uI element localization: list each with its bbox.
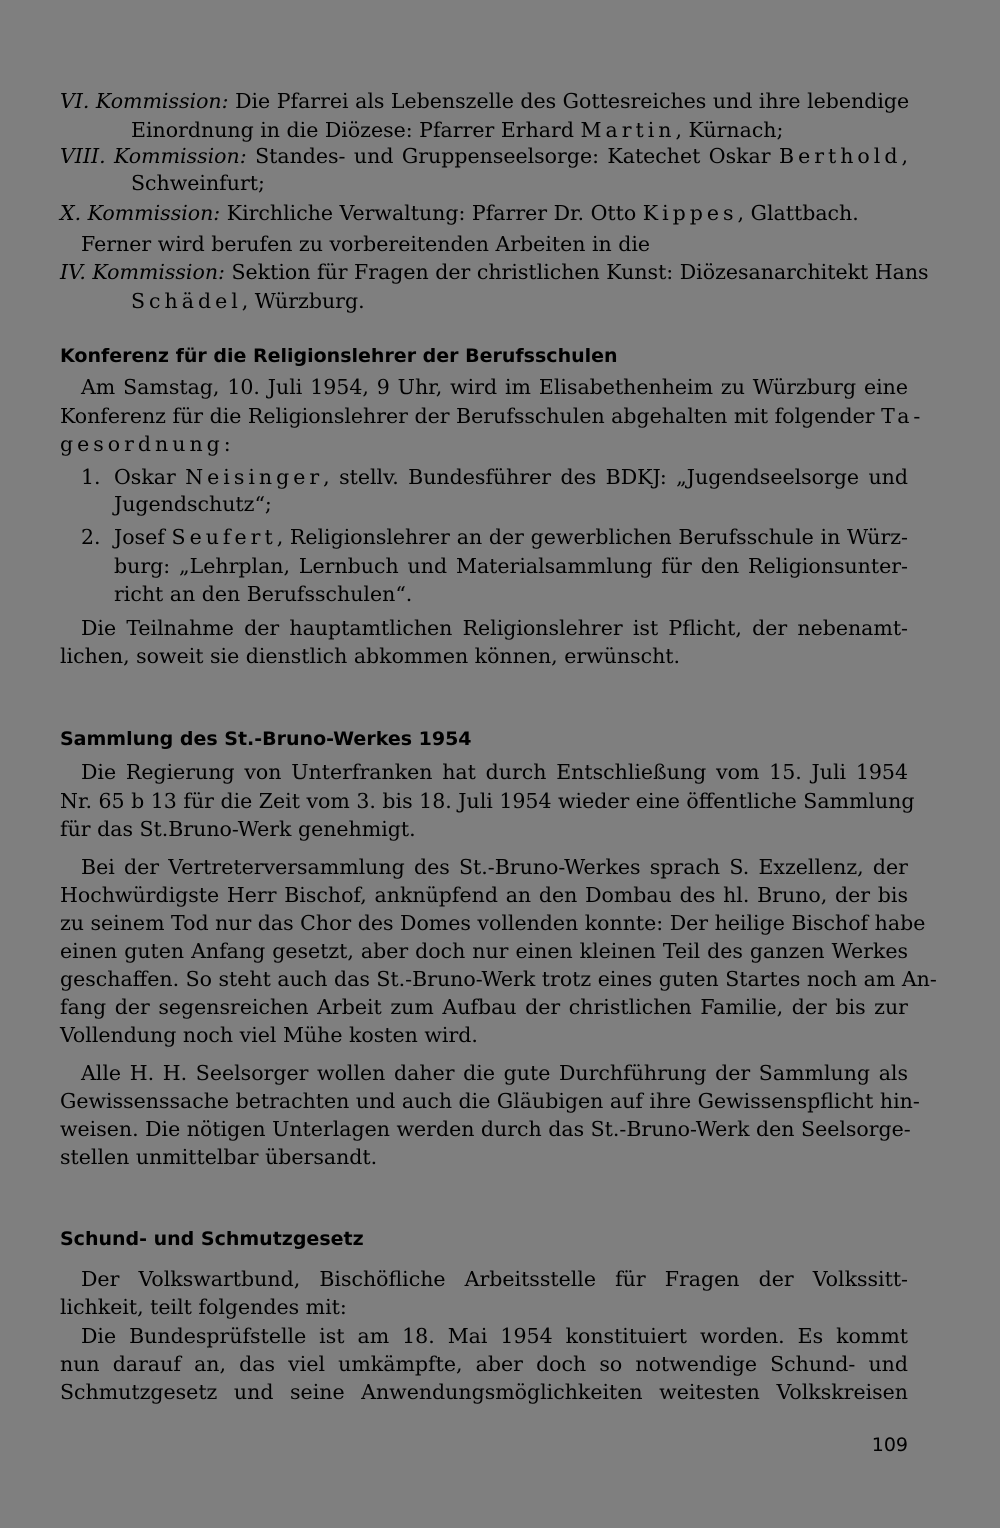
ferner-line: Ferner wird berufen zu vorbereitenden Arbeiten in die [81,232,651,256]
konferenz-p2-line-2: lichen, soweit sie dienstlich abkommen können, erwünscht. [60,644,681,668]
konferenz-item-1-number: 1. [81,465,101,489]
commission-x-line: X. Kommission: Kirchliche Verwaltung: Pfarrer Dr. Otto Kippes, Glattbach. [60,201,859,225]
sammlung-p2-line-6: fang der segensreichen Arbeit zum Aufbau der christlichen Familie, der bis zur [60,995,908,1019]
sammlung-p2-line-1: Bei der Vertreterversammlung des St.-Bruno-Werkes sprach S. Exzellenz, der [81,855,908,879]
commission-iv-line-1: IV. Kommission: Sektion für Fragen der christlichen Kunst: Diözesanarchitekt Hans [60,260,929,284]
commission-iv-label: IV. Kommission: [60,260,225,284]
sammlung-p1-line-3: für das St.Bruno-Werk genehmigt. [60,817,416,841]
konferenz-item-2-number: 2. [81,525,101,549]
sammlung-p3-line-4: stellen unmittelbar übersandt. [60,1145,378,1169]
sammlung-p2-line-4: einen guten Anfang gesetzt, aber doch nur einen kleinen Teil des ganzen Werkes [60,939,908,963]
section-heading-schund: Schund- und Schmutzgesetz [60,1228,364,1250]
section-heading-sammlung: Sammlung des St.-Bruno-Werkes 1954 [60,728,472,750]
commission-vi-line-1: VI. Kommission: Die Pfarrei als Lebenszelle des Gottesreiches und ihre lebendige [60,89,910,113]
commission-viii-line-1: VIII. Kommission: Standes- und Gruppenseelsorge: Katechet Oskar Berthold, [60,144,908,168]
person-name: Schädel [131,289,242,313]
schund-p1-line-2: lichkeit, teilt folgendes mit: [60,1295,347,1319]
person-name: Berthold [779,144,902,168]
commission-iv-line-2: Schädel, Würzburg. [131,289,365,313]
konferenz-item-2-line-1: Josef Seufert, Religionslehrer an der gewerblichen Berufsschule in Würz- [114,525,908,549]
person-name: Seufert [171,525,277,549]
konferenz-p1-line-1: Am Samstag, 10. Juli 1954, 9 Uhr, wird im Elisabethenheim zu Würzburg eine [81,375,908,399]
konferenz-p1-line-3: gesordnung: [60,432,235,456]
schund-p2-line-1: Die Bundesprüfstelle ist am 18. Mai 1954 konstituiert worden. Es kommt [81,1324,908,1348]
sammlung-p1-line-1: Die Regierung von Unterfranken hat durch Entschließung vom 15. Juli 1954 [81,760,908,784]
commission-viii-line-2: Schweinfurt; [131,171,265,195]
konferenz-p2-line-1: Die Teilnahme der hauptamtlichen Religionslehrer ist Pflicht, der nebenamt- [81,616,908,640]
person-name: Kippes [642,201,738,225]
konferenz-item-1-line-2: Jugendschutz“; [114,492,272,516]
schund-p2-line-2: nun darauf an, das viel umkämpfte, aber doch so notwendige Schund- und [60,1352,908,1376]
sammlung-p3-line-2: Gewissenssache betrachten und auch die Gläubigen auf ihre Gewissenspflicht hin- [60,1089,920,1113]
konferenz-item-2-line-2: burg: „Lehrplan, Lernbuch und Materialsammlung für den Religionsunter- [114,554,908,578]
konferenz-p1-line-2: Konferenz für die Religionslehrer der Berufsschulen abgehalten mit folgender Ta- [60,404,925,428]
sammlung-p3-line-3: weisen. Die nötigen Unterlagen werden durch das St.-Bruno-Werk den Seelsorge- [60,1117,911,1141]
sammlung-p2-line-2: Hochwürdigste Herr Bischof, anknüpfend an den Dombau des hl. Bruno, der bis [60,883,908,907]
section-heading-konferenz: Konferenz für die Religionslehrer der Berufsschulen [60,345,618,367]
commission-vi-line-2: Einordnung in die Diözese: Pfarrer Erhard Martin, Kürnach; [131,118,784,142]
sammlung-p2-line-7: Vollendung noch viel Mühe kosten wird. [60,1023,478,1047]
page-number: 109 [871,1434,908,1456]
konferenz-item-2-line-3: richt an den Berufsschulen“. [114,582,413,606]
sammlung-p1-line-2: Nr. 65 b 13 für die Zeit vom 3. bis 18. Juli 1954 wieder eine öffentliche Sammlung [60,789,915,813]
schund-p1-line-1: Der Volkswartbund, Bischöfliche Arbeitsstelle für Fragen der Volkssitt- [81,1267,908,1291]
konferenz-item-1-line-1: Oskar Neisinger, stellv. Bundesführer des BDKJ: „Jugendseelsorge und [114,465,908,489]
commission-x-label: X. Kommission: [60,201,221,225]
commission-vi-label: VI. Kommission: [60,89,229,113]
commission-viii-label: VIII. Kommission: [60,144,247,168]
person-name: Neisinger [185,465,324,489]
person-name: Martin [580,118,676,142]
sammlung-p3-line-1: Alle H. H. Seelsorger wollen daher die gute Durchführung der Sammlung als [81,1061,908,1085]
sammlung-p2-line-3: zu seinem Tod nur das Chor des Domes vollenden konnte: Der heilige Bischof habe [60,911,926,935]
sammlung-p2-line-5: geschaffen. So steht auch das St.-Bruno-Werk trotz eines guten Startes noch am An- [60,967,937,991]
schund-p2-line-3: Schmutzgesetz und seine Anwendungsmöglichkeiten weitesten Volkskreisen [60,1380,908,1404]
